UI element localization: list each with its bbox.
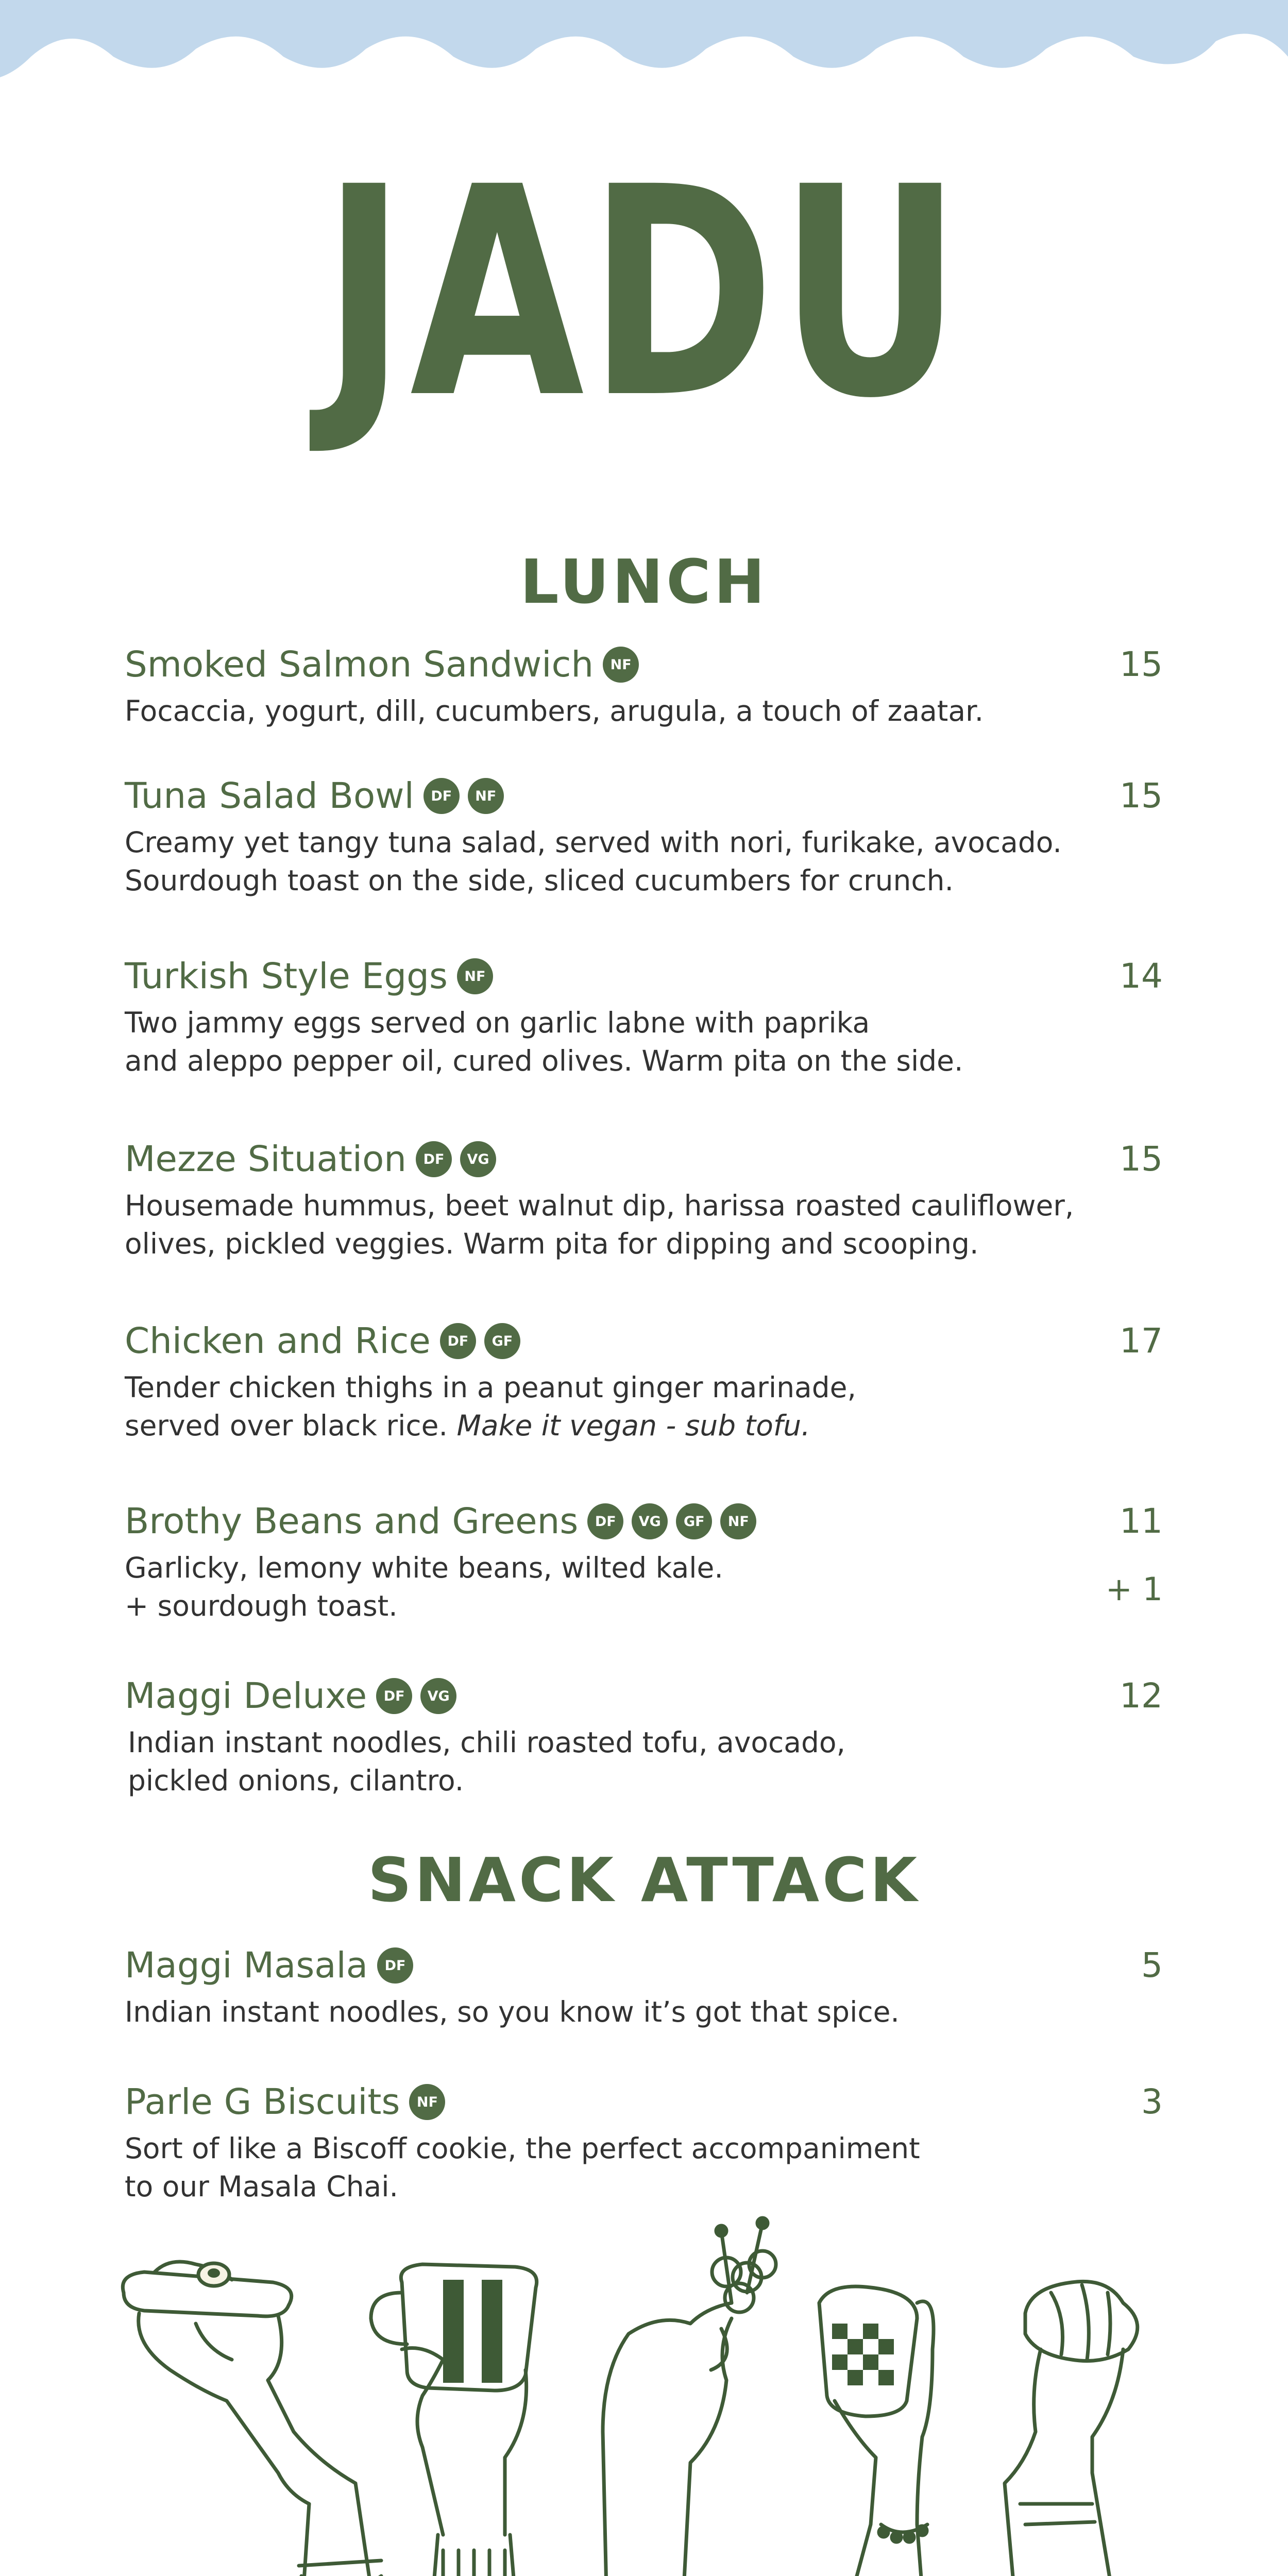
hand-toast-icon (123, 2262, 381, 2576)
menu-item (125, 1673, 1163, 1800)
item-description: and aleppo pepper oil, cured olives. Warm pita on the side. (125, 1044, 963, 1077)
item-name: Chicken and Rice (125, 1320, 431, 1362)
menu-item (125, 1942, 1163, 2031)
item-price: 12 (1120, 1676, 1163, 1716)
item-description: Indian instant noodles, chili roasted tofu, avocado, (128, 1726, 846, 1759)
menu-item (125, 773, 1163, 900)
item-description: + sourdough toast. (125, 1589, 398, 1622)
item-description: served over black rice. (125, 1409, 448, 1442)
item-price: 5 (1141, 1945, 1163, 1985)
diet-badge: NF (603, 647, 639, 683)
menu-item (125, 953, 1163, 1080)
diet-badge: NF (720, 1503, 756, 1539)
diet-badge: DF (377, 1947, 413, 1984)
item-name: Maggi Deluxe (125, 1675, 367, 1717)
item-description: Garlicky, lemony white beans, wilted kale. (125, 1551, 723, 1584)
diet-badge: NF (409, 2084, 445, 2120)
item-description: to our Masala Chai. (125, 2170, 399, 2203)
menu-item (125, 1136, 1163, 1263)
item-price: 15 (1120, 776, 1163, 816)
item-price: 3 (1141, 2082, 1163, 2122)
addon-price: + 1 (1105, 1570, 1163, 1608)
restaurant-logo: JADU (322, 126, 966, 462)
item-description: olives, pickled veggies. Warm pita for dipping and scooping. (125, 1227, 979, 1260)
diet-badge: DF (416, 1141, 452, 1177)
section-title-lunch: LUNCH (520, 546, 768, 617)
diet-badge: DF (440, 1323, 476, 1359)
item-name: Brothy Beans and Greens (125, 1501, 579, 1542)
item-price: 15 (1120, 645, 1163, 684)
diet-badge: DF (423, 778, 460, 814)
diet-badge: NF (468, 778, 504, 814)
item-price: 11 (1120, 1501, 1163, 1541)
item-description: Two jammy eggs served on garlic labne with paprika (125, 1006, 870, 1039)
item-description: Housemade hummus, beet walnut dip, harissa roasted cauliflower, (125, 1189, 1074, 1222)
hand-cup-icon (819, 2286, 934, 2576)
menu-item (125, 1318, 1163, 1445)
item-name: Maggi Masala (125, 1945, 368, 1986)
diet-badge: DF (376, 1678, 412, 1714)
diet-badge: GF (484, 1323, 520, 1359)
diet-badge: DF (587, 1503, 623, 1539)
item-description: Sourdough toast on the side, sliced cucumbers for crunch. (125, 864, 954, 897)
item-description: Tender chicken thighs in a peanut ginger marinade, (125, 1371, 856, 1404)
diet-badge: VG (632, 1503, 668, 1539)
item-note: Make it vegan - sub tofu. (456, 1409, 810, 1442)
hands-illustration (113, 2215, 1175, 2576)
diet-badge: NF (457, 958, 493, 994)
item-description: pickled onions, cilantro. (128, 1764, 464, 1797)
menu-item (125, 641, 1163, 730)
item-name: Mezze Situation (125, 1139, 407, 1180)
item-price: 15 (1120, 1139, 1163, 1179)
item-name: Parle G Biscuits (125, 2081, 400, 2123)
hand-mug-icon (371, 2264, 537, 2576)
section-title-snack-attack: SNACK ATTACK (367, 1844, 921, 1916)
item-description: Sort of like a Biscoff cookie, the perfect accompaniment (125, 2132, 920, 2165)
item-price: 17 (1120, 1321, 1163, 1361)
top-wave-decoration (0, 0, 1288, 88)
item-description: Creamy yet tangy tuna salad, served with nori, furikake, avocado. (125, 826, 1062, 859)
hand-croissant-icon (1005, 2281, 1138, 2576)
item-name: Turkish Style Eggs (125, 956, 448, 997)
menu-item (125, 2079, 1163, 2206)
hand-olive-skewer-icon (603, 2218, 776, 2576)
menu-item (125, 1498, 1163, 1625)
item-description: Indian instant noodles, so you know it’s got that spice. (125, 1995, 900, 2028)
item-description: Focaccia, yogurt, dill, cucumbers, arugula, a touch of zaatar. (125, 694, 984, 727)
diet-badge: VG (460, 1141, 496, 1177)
diet-badge: GF (676, 1503, 712, 1539)
item-name: Tuna Salad Bowl (125, 775, 414, 817)
diet-badge: VG (420, 1678, 456, 1714)
item-name: Smoked Salmon Sandwich (125, 644, 594, 685)
item-price: 14 (1120, 956, 1163, 996)
